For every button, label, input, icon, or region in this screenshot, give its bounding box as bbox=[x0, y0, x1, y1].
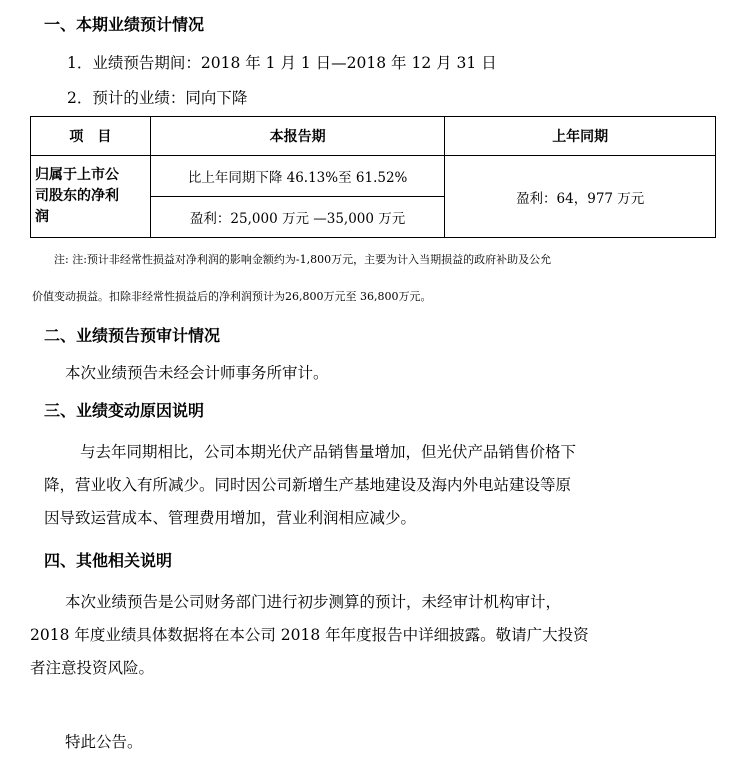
section-3-line-3: 因导致运营成本、管理费用增加，营业利润相应减少。 bbox=[44, 509, 417, 527]
header-item: 项 目 bbox=[31, 117, 151, 156]
table-header-row bbox=[31, 117, 716, 156]
forecast-performance: 2．预计的业绩：同向下降 bbox=[67, 89, 248, 107]
previous-profit-cell: 盈利：64，977 万元 bbox=[445, 156, 716, 238]
section-4-line-3: 者注意投资风险。 bbox=[30, 659, 155, 677]
section-2-body: 本次业绩预告未经会计师事务所审计。 bbox=[65, 364, 329, 382]
section-2-title: 二、业绩预告预审计情况 bbox=[44, 326, 221, 345]
section-4-title: 四、其他相关说明 bbox=[44, 551, 173, 570]
row-label-line: 司股东的净利 bbox=[35, 188, 119, 204]
performance-table bbox=[30, 116, 716, 238]
row-label-line: 归属于上市公 bbox=[35, 167, 119, 183]
current-decline-cell: 比上年同期下降 46.13%至 61.52% bbox=[150, 156, 445, 197]
section-4-line-2: 2018 年度业绩具体数据将在本公司 2018 年年度报告中详细披露。敬请广大投资 bbox=[30, 626, 589, 644]
note-line-1: 注: 注:预计非经常性损益对净利润的影响金额约为-1,800万元，主要为计入当期损益的政府补助及公允 bbox=[54, 253, 552, 266]
section-1-title: 一、本期业绩预计情况 bbox=[44, 15, 205, 34]
closing-statement: 特此公告。 bbox=[65, 733, 143, 751]
header-previous-period: 上年同期 bbox=[445, 117, 716, 156]
section-3-line-1: 与去年同期相比，公司本期光伏产品销售量增加，但光伏产品销售价格下 bbox=[80, 443, 577, 461]
row-label-net-profit bbox=[31, 156, 151, 238]
row-label-line: 润 bbox=[35, 209, 49, 225]
header-current-period: 本报告期 bbox=[150, 117, 445, 156]
section-3-line-2: 降，营业收入有所减少。同时因公司新增生产基地建设及海内外电站建设等原 bbox=[44, 476, 572, 494]
section-4-line-1: 本次业绩预告是公司财务部门进行初步测算的预计，未经审计机构审计， bbox=[65, 593, 562, 611]
forecast-period: 1．业绩预告期间：2018 年 1 月 1 日—2018 年 12 月 31 日 bbox=[67, 54, 497, 72]
current-profit-cell: 盈利：25,000 万元 —35,000 万元 bbox=[150, 197, 445, 238]
section-3-title: 三、业绩变动原因说明 bbox=[44, 401, 205, 420]
table-row bbox=[31, 156, 716, 197]
note-line-2: 价值变动损益。扣除非经常性损益后的净利润预计为26,800万元至 36,800万元。 bbox=[32, 290, 432, 303]
